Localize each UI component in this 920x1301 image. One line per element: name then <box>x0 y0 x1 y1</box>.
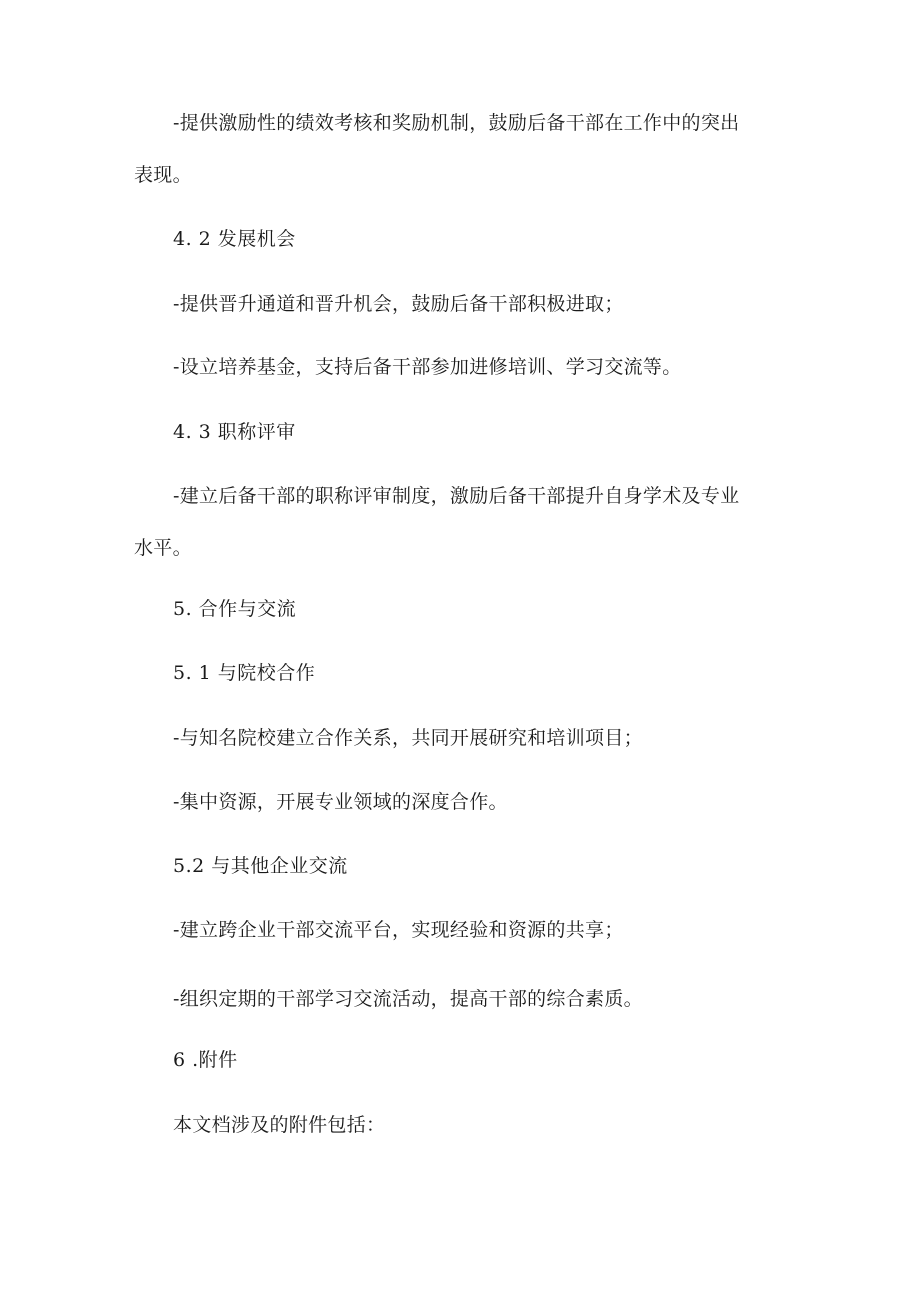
paragraph-university-cooperation: -与知名院校建立合作关系，共同开展研究和培训项目； <box>173 727 643 749</box>
paragraph-attachments-intro: 本文档涉及的附件包括： <box>173 1114 386 1136</box>
section-heading-4-2: 4. 2 发展机会 <box>173 228 296 250</box>
paragraph-incentive-line1: -提供激励性的绩效考核和奖励机制，鼓励后备干部在工作中的突出 <box>173 112 740 134</box>
section-heading-4-3: 4. 3 职称评审 <box>173 421 296 443</box>
paragraph-title-review-line2: 水平。 <box>134 537 192 559</box>
paragraph-resource-focus: -集中资源，开展专业领域的深度合作。 <box>173 791 508 813</box>
section-heading-6: 6 .附件 <box>173 1049 238 1071</box>
paragraph-incentive-line2: 表现。 <box>134 164 192 186</box>
section-heading-5: 5. 合作与交流 <box>173 598 297 620</box>
paragraph-exchange-activities: -组织定期的干部学习交流活动，提高干部的综合素质。 <box>173 988 643 1010</box>
paragraph-promotion: -提供晋升通道和晋升机会，鼓励后备干部积极进取； <box>173 293 624 315</box>
paragraph-title-review-line1: -建立后备干部的职称评审制度，激励后备干部提升自身学术及专业 <box>173 485 740 507</box>
paragraph-exchange-platform: -建立跨企业干部交流平台，实现经验和资源的共享； <box>173 919 624 941</box>
paragraph-training-fund: -设立培养基金，支持后备干部参加进修培训、学习交流等。 <box>173 356 682 378</box>
section-heading-5-2: 5.2 与其他企业交流 <box>173 855 348 877</box>
section-heading-5-1: 5. 1 与院校合作 <box>173 662 316 684</box>
